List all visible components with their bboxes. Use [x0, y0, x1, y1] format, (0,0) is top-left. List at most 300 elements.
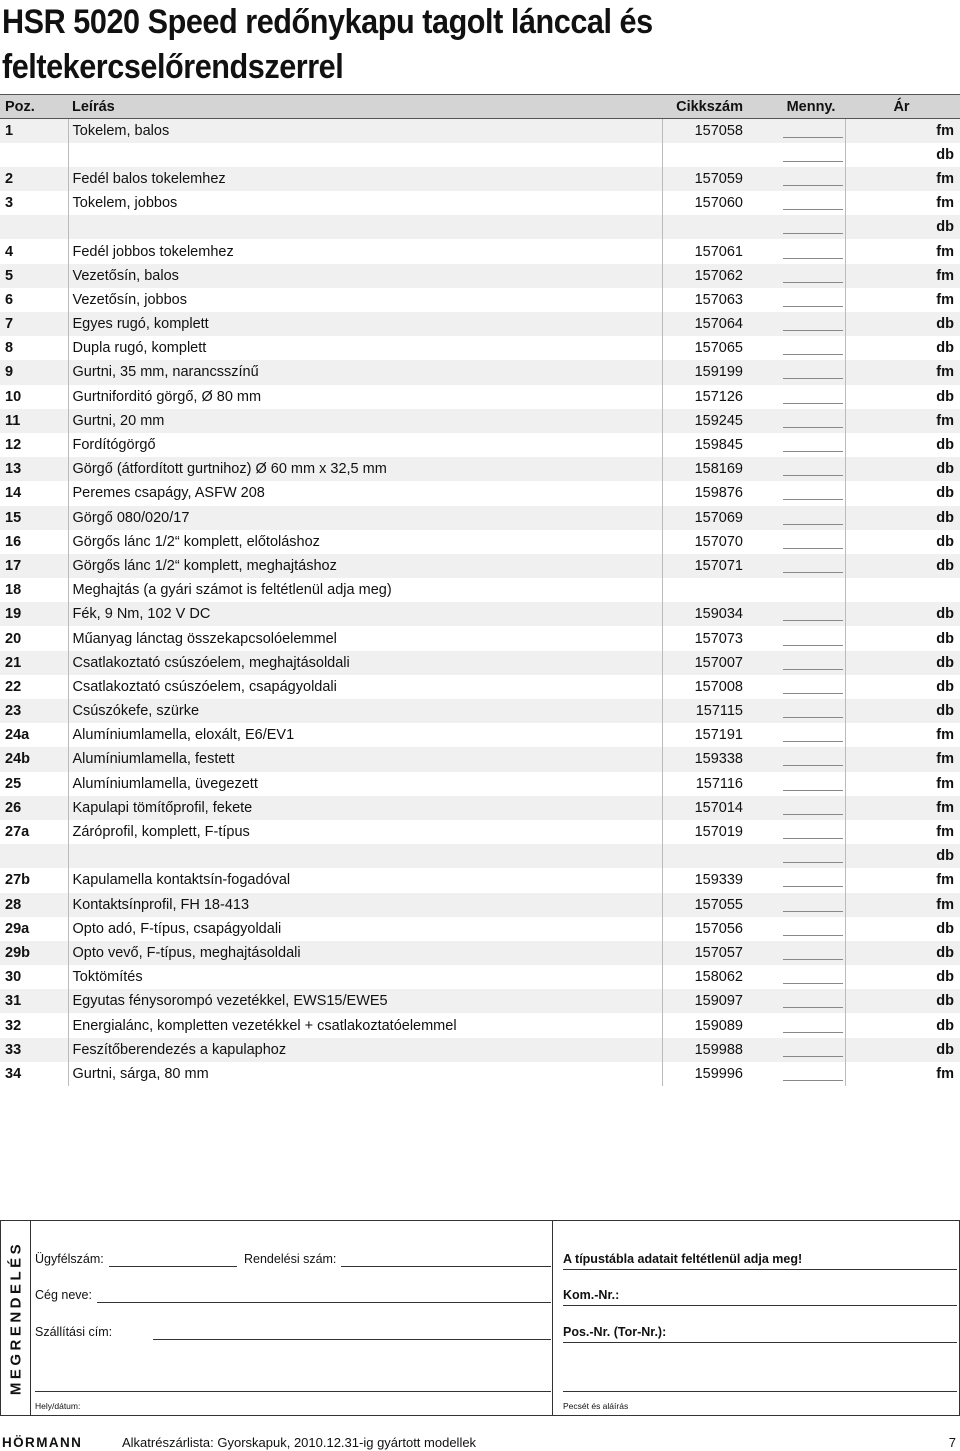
table-row: [0, 481, 960, 505]
table-row: [0, 239, 960, 263]
row-qty[interactable]: [777, 288, 845, 312]
quantity-input-line[interactable]: [783, 511, 843, 525]
quantity-input-line[interactable]: [783, 777, 843, 791]
quantity-input-line[interactable]: [783, 970, 843, 984]
order-no-label: Rendelési szám:: [244, 1252, 337, 1266]
row-desc: Fék, 9 Nm, 102 V DC: [68, 602, 662, 626]
row-code: [662, 578, 777, 602]
page-number: 7: [948, 1435, 956, 1450]
customer-no-field[interactable]: [109, 1266, 237, 1267]
row-qty[interactable]: [777, 1038, 845, 1062]
row-desc: Alumíniumlamella, eloxált, E6/EV1: [68, 723, 662, 747]
table-row: [0, 917, 960, 941]
row-unit: db: [845, 941, 960, 965]
row-qty[interactable]: [777, 409, 845, 433]
row-unit: fm: [845, 167, 960, 191]
quantity-input-line[interactable]: [783, 1019, 843, 1033]
quantity-input-line[interactable]: [783, 414, 843, 428]
header-code: Cikkszám: [662, 95, 777, 119]
row-unit: db: [845, 602, 960, 626]
row-pos: 28: [0, 893, 68, 917]
header-pos: Poz.: [0, 95, 68, 119]
quantity-input-line[interactable]: [783, 269, 843, 283]
row-qty[interactable]: [777, 844, 845, 868]
row-qty[interactable]: [777, 433, 845, 457]
delivery-label: Szállítási cím:: [35, 1325, 113, 1339]
quantity-input-line[interactable]: [783, 873, 843, 887]
row-code: [662, 844, 777, 868]
row-code: 157058: [662, 119, 777, 143]
parts-rows: [0, 119, 960, 1087]
row-pos: 5: [0, 264, 68, 288]
table-row: [0, 893, 960, 917]
quantity-input-line[interactable]: [783, 1043, 843, 1057]
quantity-input-line[interactable]: [783, 704, 843, 718]
row-unit: db: [845, 433, 960, 457]
row-qty[interactable]: [777, 772, 845, 796]
row-desc: Fordítógörgő: [68, 433, 662, 457]
place-date-field[interactable]: [35, 1391, 551, 1392]
type-plate-hint: A típustábla adatait feltétlenül adja meg!: [563, 1252, 803, 1266]
table-row: [0, 360, 960, 384]
table-row: [0, 868, 960, 892]
row-unit: db: [845, 1013, 960, 1037]
table-row: [0, 651, 960, 675]
row-unit: fm: [845, 191, 960, 215]
row-qty[interactable]: [777, 917, 845, 941]
row-code: 157063: [662, 288, 777, 312]
quantity-input-line[interactable]: [783, 341, 843, 355]
row-desc: Görgő 080/020/17: [68, 506, 662, 530]
table-row: [0, 385, 960, 409]
row-desc: Alumíniumlamella, üvegezett: [68, 772, 662, 796]
table-row: [0, 578, 960, 602]
quantity-input-line[interactable]: [783, 825, 843, 839]
row-pos: 29b: [0, 941, 68, 965]
row-desc: Gurtni, sárga, 80 mm: [68, 1062, 662, 1086]
row-qty[interactable]: [777, 602, 845, 626]
row-pos: 27a: [5, 824, 30, 841]
row-desc: Alumíniumlamella, festett: [68, 747, 662, 771]
row-pos: 4: [5, 243, 14, 260]
page-footer: [0, 1432, 960, 1451]
row-code: 159988: [662, 1038, 777, 1062]
row-pos: 18: [5, 582, 22, 599]
row-unit: fm: [845, 723, 960, 747]
delivery-field[interactable]: [153, 1339, 551, 1340]
row-desc: Görgős lánc 1/2“ komplett, előtoláshoz: [68, 530, 662, 554]
row-code: 159339: [662, 868, 777, 892]
place-date-label: Hely/dátum:: [35, 1401, 81, 1411]
row-pos: 10: [5, 388, 22, 405]
header-desc: Leírás: [68, 95, 662, 119]
row-desc: Opto vevő, F-típus, meghajtásoldali: [68, 941, 662, 965]
table-row: [0, 433, 960, 457]
quantity-input-line[interactable]: [783, 728, 843, 742]
table-row: [0, 772, 960, 796]
quantity-input-line[interactable]: [783, 317, 843, 331]
row-desc: Kontaktsínprofil, FH 18-413: [68, 893, 662, 917]
table-row: [0, 336, 960, 360]
header-qty: Menny.: [777, 95, 845, 119]
row-code: 157073: [662, 626, 777, 650]
row-unit: db: [845, 143, 960, 167]
row-code: 157055: [662, 893, 777, 917]
quantity-input-line[interactable]: [783, 680, 843, 694]
row-pos: 9: [0, 360, 68, 384]
row-unit: fm: [845, 820, 960, 844]
row-qty[interactable]: [777, 820, 845, 844]
row-code: 157061: [662, 239, 777, 263]
quantity-input-line[interactable]: [783, 849, 843, 863]
quantity-input-line[interactable]: [783, 752, 843, 766]
table-row: [0, 747, 960, 771]
table-row: [0, 820, 960, 844]
row-code: 157056: [662, 917, 777, 941]
row-qty[interactable]: [777, 747, 845, 771]
row-unit: db: [845, 626, 960, 650]
row-unit: db: [845, 965, 960, 989]
quantity-input-line[interactable]: [783, 438, 843, 452]
row-qty[interactable]: [777, 578, 845, 602]
row-desc: Görgős lánc 1/2“ komplett, meghajtáshoz: [68, 554, 662, 578]
row-code: 159876: [662, 481, 777, 505]
table-row: [0, 457, 960, 481]
row-code: 157126: [662, 385, 777, 409]
row-pos: 6: [5, 291, 14, 308]
quantity-input-line[interactable]: [783, 365, 843, 379]
quantity-input-line[interactable]: [783, 607, 843, 621]
row-pos: 17: [0, 554, 68, 578]
row-desc: Meghajtás (a gyári számot is feltétlenül adja meg): [68, 578, 662, 602]
row-desc: Műanyag lánctag összekapcsolóelemmel: [68, 626, 662, 650]
row-qty[interactable]: [777, 893, 845, 917]
row-desc: Toktömítés: [68, 965, 662, 989]
row-unit: db: [845, 1038, 960, 1062]
quantity-input-line[interactable]: [783, 535, 843, 549]
row-unit: fm: [845, 239, 960, 263]
quantity-input-line[interactable]: [783, 196, 843, 210]
row-desc: Fedél balos tokelemhez: [68, 167, 662, 191]
row-pos: 13: [0, 457, 68, 481]
row-qty[interactable]: [777, 699, 845, 723]
row-unit: fm: [845, 119, 960, 143]
row-unit: fm: [845, 796, 960, 820]
table-row: [0, 312, 960, 336]
table-row: [0, 288, 960, 312]
customer-no-label: Ügyfélszám:: [35, 1252, 104, 1266]
table-row: [0, 796, 960, 820]
table-row: [0, 191, 960, 215]
row-pos: 24a: [5, 727, 30, 744]
row-code: 159245: [662, 409, 777, 433]
row-pos: 20: [5, 630, 22, 647]
quantity-input-line[interactable]: [783, 801, 843, 815]
row-desc: Vezetősín, jobbos: [68, 288, 662, 312]
row-pos: 21: [0, 651, 68, 675]
row-pos: 32: [5, 1017, 22, 1034]
row-qty[interactable]: [777, 264, 845, 288]
order-form: [0, 1220, 960, 1416]
row-desc: Energialánc, kompletten vezetékkel + csatlakoztatóelemmel: [68, 1013, 662, 1037]
table-row: [0, 143, 960, 167]
row-pos: 23: [0, 699, 68, 723]
row-qty[interactable]: [777, 167, 845, 191]
row-unit: db: [845, 699, 960, 723]
order-no-field[interactable]: [341, 1266, 551, 1267]
quantity-input-line[interactable]: [783, 124, 843, 138]
row-unit: fm: [845, 893, 960, 917]
row-code: 159034: [662, 602, 777, 626]
row-qty[interactable]: [777, 312, 845, 336]
row-code: 157014: [662, 796, 777, 820]
row-qty[interactable]: [777, 723, 845, 747]
row-pos: 15: [0, 506, 68, 530]
table-row: [0, 723, 960, 747]
row-qty[interactable]: [777, 941, 845, 965]
row-code: 157065: [662, 336, 777, 360]
table-row: [0, 965, 960, 989]
quantity-input-line[interactable]: [783, 946, 843, 960]
row-code: 159089: [662, 1013, 777, 1037]
table-row: [0, 844, 960, 868]
row-pos: 27b: [5, 872, 30, 889]
row-unit: fm: [845, 1062, 960, 1086]
row-desc: Fedél jobbos tokelemhez: [68, 239, 662, 263]
row-desc: Tokelem, balos: [68, 119, 662, 143]
row-code: 159338: [662, 747, 777, 771]
row-qty[interactable]: [777, 119, 845, 143]
row-unit: fm: [845, 868, 960, 892]
table-row: [0, 989, 960, 1013]
row-pos: 24b: [0, 747, 68, 771]
row-unit: db: [845, 530, 960, 554]
row-unit: fm: [845, 747, 960, 771]
row-desc: [68, 143, 662, 167]
page-title: HSR 5020 Speed redőnykapu tagolt lánccal és feltekercselőrendszerrel: [2, 3, 653, 86]
quantity-input-line[interactable]: [783, 172, 843, 186]
row-code: 157071: [662, 554, 777, 578]
row-desc: Gurtniforditó görgő, Ø 80 mm: [68, 385, 662, 409]
row-qty[interactable]: [777, 360, 845, 384]
quantity-input-line[interactable]: [783, 994, 843, 1008]
company-field[interactable]: [97, 1302, 551, 1303]
quantity-input-line[interactable]: [783, 922, 843, 936]
table-row: [0, 215, 960, 239]
row-unit: db: [845, 215, 960, 239]
row-desc: Csatlakoztató csúszóelem, csapágyoldali: [68, 675, 662, 699]
row-code: 159097: [662, 989, 777, 1013]
table-row: [0, 167, 960, 191]
row-code: 157191: [662, 723, 777, 747]
kom-nr-label: Kom.-Nr.:: [563, 1288, 620, 1302]
row-qty[interactable]: [777, 796, 845, 820]
quantity-input-line[interactable]: [783, 390, 843, 404]
row-pos: 12: [5, 437, 22, 454]
row-desc: Csatlakoztató csúszóelem, meghajtásoldali: [68, 651, 662, 675]
row-pos: 26: [0, 796, 68, 820]
row-pos: 31: [0, 989, 68, 1013]
quantity-input-line[interactable]: [783, 1067, 843, 1081]
row-pos: 2: [0, 167, 68, 191]
row-pos: 1: [0, 119, 68, 143]
row-code: 158062: [662, 965, 777, 989]
table-row: [0, 1062, 960, 1086]
row-qty[interactable]: [777, 143, 845, 167]
row-code: 157019: [662, 820, 777, 844]
table-row: [0, 626, 960, 650]
table-row: [0, 675, 960, 699]
row-pos: 19: [0, 602, 68, 626]
row-unit: db: [845, 651, 960, 675]
table-row: [0, 699, 960, 723]
row-desc: Záróprofil, komplett, F-típus: [68, 820, 662, 844]
row-unit: db: [845, 675, 960, 699]
row-unit: db: [845, 506, 960, 530]
row-pos: 14: [5, 485, 22, 502]
quantity-input-line[interactable]: [783, 559, 843, 573]
row-pos: 33: [0, 1038, 68, 1062]
row-qty[interactable]: [777, 336, 845, 360]
row-unit: [845, 578, 960, 602]
row-qty[interactable]: [777, 626, 845, 650]
row-pos: 29a: [5, 920, 30, 937]
quantity-input-line[interactable]: [783, 245, 843, 259]
row-code: 157062: [662, 264, 777, 288]
row-desc: Peremes csapágy, ASFW 208: [68, 481, 662, 505]
order-side-label: [1, 1221, 31, 1415]
quantity-input-line[interactable]: [783, 486, 843, 500]
row-pos: 8: [5, 340, 14, 357]
row-desc: Kapulamella kontaktsín-fogadóval: [68, 868, 662, 892]
row-unit: db: [845, 385, 960, 409]
row-unit: db: [845, 554, 960, 578]
row-code: 159996: [662, 1062, 777, 1086]
row-pos: [0, 143, 68, 167]
row-qty[interactable]: [777, 191, 845, 215]
row-qty[interactable]: [777, 506, 845, 530]
row-unit: db: [845, 481, 960, 505]
pos-nr-label: Pos.-Nr. (Tor-Nr.):: [563, 1325, 667, 1339]
pos-nr-field[interactable]: [563, 1342, 957, 1343]
row-pos: 7: [0, 312, 68, 336]
table-row: [0, 1013, 960, 1037]
row-desc: [68, 215, 662, 239]
row-desc: Egyutas fénysorompó vezetékkel, EWS15/EWE5: [68, 989, 662, 1013]
row-pos: [0, 844, 68, 868]
row-code: 157059: [662, 167, 777, 191]
row-pos: 3: [5, 195, 14, 212]
quantity-input-line[interactable]: [783, 220, 843, 234]
table-row: [0, 119, 960, 143]
stamp-field[interactable]: [563, 1391, 957, 1392]
row-desc: Görgő (átfordított gurtnihoz) Ø 60 mm x 32,5 mm: [68, 457, 662, 481]
row-code: 157115: [662, 699, 777, 723]
quantity-input-line[interactable]: [783, 462, 843, 476]
row-qty[interactable]: [777, 1013, 845, 1037]
row-pos: 34: [5, 1065, 22, 1082]
parts-table: [0, 94, 960, 1086]
table-row: [0, 409, 960, 433]
row-unit: fm: [845, 409, 960, 433]
row-unit: fm: [845, 360, 960, 384]
header-price: Ár: [845, 95, 960, 119]
quantity-input-line[interactable]: [783, 656, 843, 670]
quantity-input-line[interactable]: [783, 898, 843, 912]
row-qty[interactable]: [777, 215, 845, 239]
row-code: 157064: [662, 312, 777, 336]
row-desc: Egyes rugó, komplett: [68, 312, 662, 336]
row-desc: Feszítőberendezés a kapulaphoz: [68, 1038, 662, 1062]
row-unit: db: [845, 917, 960, 941]
row-desc: Dupla rugó, komplett: [68, 336, 662, 360]
row-code: 157057: [662, 941, 777, 965]
row-pos: 30: [5, 969, 22, 986]
kom-nr-field[interactable]: [563, 1305, 957, 1306]
table-row: [0, 530, 960, 554]
row-unit: fm: [845, 264, 960, 288]
row-code: 157060: [662, 191, 777, 215]
row-qty[interactable]: [777, 1062, 845, 1086]
table-row: [0, 602, 960, 626]
row-pos: 16: [5, 533, 22, 550]
row-unit: fm: [845, 288, 960, 312]
order-side-text: MEGRENDELÉS: [7, 1240, 24, 1396]
row-code: [662, 143, 777, 167]
row-unit: db: [845, 989, 960, 1013]
row-code: 157116: [662, 772, 777, 796]
row-code: 157069: [662, 506, 777, 530]
row-unit: fm: [845, 772, 960, 796]
row-desc: [68, 844, 662, 868]
row-qty[interactable]: [777, 385, 845, 409]
row-unit: db: [845, 457, 960, 481]
row-pos: 11: [0, 409, 68, 433]
table-row: [0, 1038, 960, 1062]
order-divider: [552, 1221, 553, 1415]
row-code: 157070: [662, 530, 777, 554]
row-desc: Gurtni, 35 mm, narancsszínű: [68, 360, 662, 384]
row-unit: db: [845, 336, 960, 360]
table-row: [0, 264, 960, 288]
row-code: 159199: [662, 360, 777, 384]
row-code: 157008: [662, 675, 777, 699]
row-desc: Vezetősín, balos: [68, 264, 662, 288]
row-qty[interactable]: [777, 675, 845, 699]
company-label: Cég neve:: [35, 1288, 92, 1302]
row-qty[interactable]: [777, 457, 845, 481]
quantity-input-line[interactable]: [783, 148, 843, 162]
row-qty[interactable]: [777, 239, 845, 263]
row-code: 158169: [662, 457, 777, 481]
row-qty[interactable]: [777, 554, 845, 578]
row-qty[interactable]: [777, 530, 845, 554]
row-pos: [0, 215, 68, 239]
row-code: [662, 215, 777, 239]
row-qty[interactable]: [777, 965, 845, 989]
row-pos: 25: [5, 775, 22, 792]
row-qty[interactable]: [777, 868, 845, 892]
row-qty[interactable]: [777, 989, 845, 1013]
table-row: [0, 941, 960, 965]
quantity-input-line[interactable]: [783, 632, 843, 646]
row-qty[interactable]: [777, 481, 845, 505]
table-row: [0, 554, 960, 578]
hint-underline: [563, 1269, 957, 1270]
quantity-input-line[interactable]: [783, 293, 843, 307]
row-desc: Csúszókefe, szürke: [68, 699, 662, 723]
row-qty[interactable]: [777, 651, 845, 675]
